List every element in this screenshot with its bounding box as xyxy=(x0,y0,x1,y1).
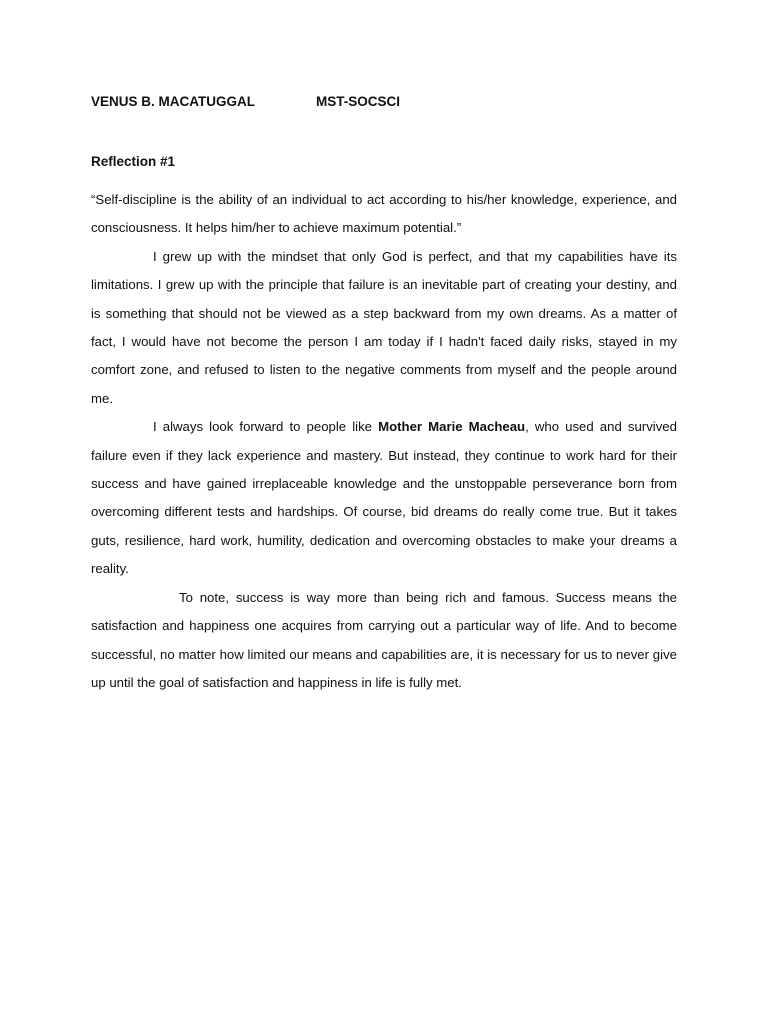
highlighted-person: Mother Marie Macheau xyxy=(378,419,526,435)
reflection-body xyxy=(91,186,677,697)
author-name: VENUS B. MACATUGGAL xyxy=(91,94,255,109)
paragraph-three: To note, success is way more than being rich and famous. Success means the satisfaction and happiness one acquires from carrying out a particular way of life. And to become successful, no matter how limited our means and capabilities are, it is necessary for us to never give up until the goal of satisfaction and happiness in life is fully met. xyxy=(91,589,677,690)
reflection-title: Reflection #1 xyxy=(91,154,176,169)
document-header xyxy=(91,94,691,114)
paragraph-two-start: I always look forward to people like xyxy=(153,419,379,435)
paragraph-two-end: , who used and survived failure even if they lack experience and mastery. But instead, they continue to work hard for their success and have gained irreplaceable knowledge and the unstoppable perseverance born from overcoming different tests and hardships. Of course, bid dreams do really come true. But it takes guts, resilience, hard work, humility, dedication and overcoming obstacles to make your dreams a reality. xyxy=(91,419,677,577)
course-code: MST-SOCSCI xyxy=(316,94,401,109)
paragraph-two xyxy=(91,413,677,583)
opening-quote: “Self-discipline is the ability of an individual to act according to his/her knowledge, experience, and consciousness. It helps him/her to achieve maximum potential.” xyxy=(91,192,677,236)
paragraph-one: I grew up with the mindset that only God is perfect, and that my capabilities have its limitations. I grew up with the principle that failure is an inevitable part of creating your destiny, and is something that should not be viewed as a step backward from my own dreams. As a matter of fact, I would have not become the person I am today if I hadn't faced daily risks, stayed in my comfort zone, and refused to listen to the negative comments from myself and the people around me. xyxy=(91,248,677,406)
